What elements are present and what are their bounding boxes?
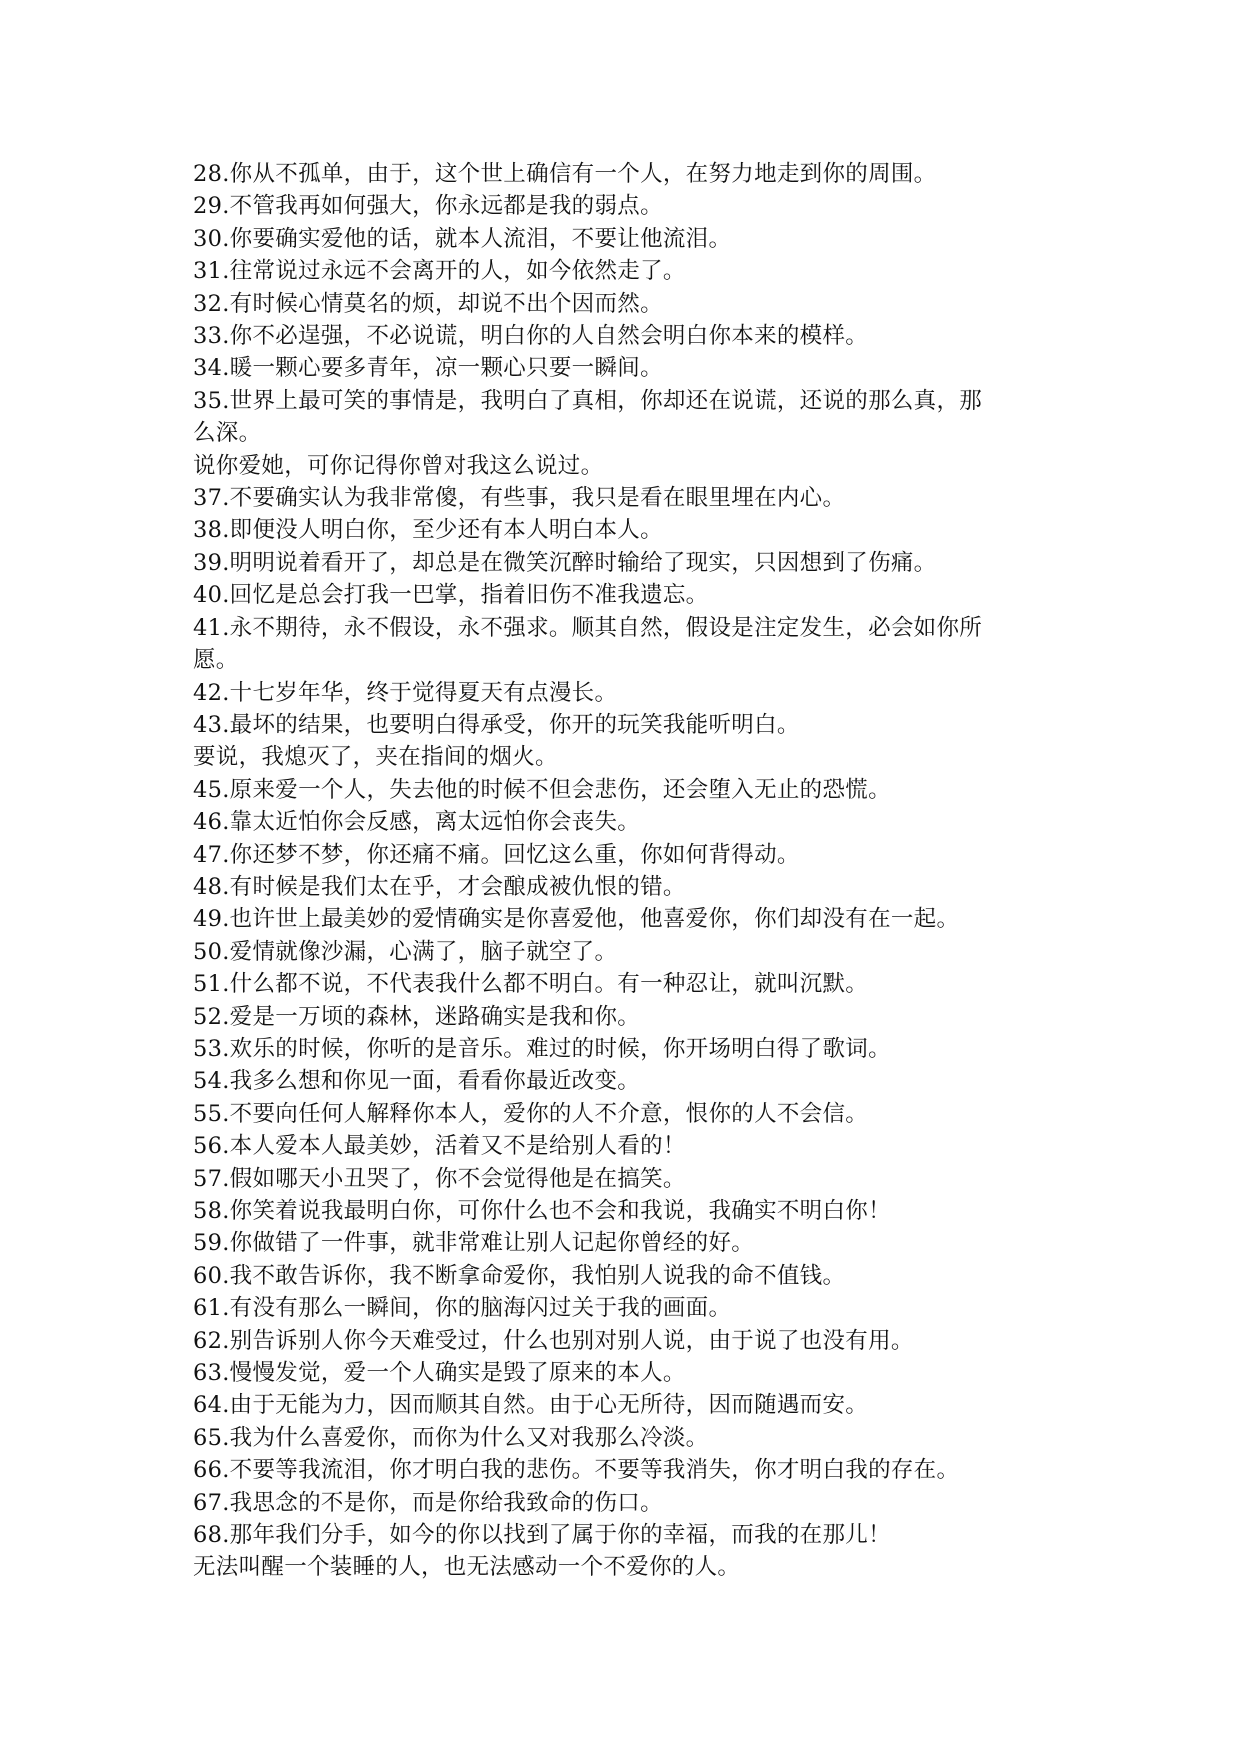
text-line: 28.你从不孤单，由于，这个世上确信有一个人，在努力地走到你的周围。	[193, 161, 937, 187]
text-line: 42.十七岁年华，终于觉得夏天有点漫长。	[193, 679, 618, 706]
text-line: 55.不要向任何人解释你本人，爱你的人不介意，恨你的人不会信。	[193, 1100, 869, 1127]
text-line: 67.我思念的不是你，而是你给我致命的伤口。	[193, 1489, 663, 1516]
text-line: 63.慢慢发觉，爱一个人确实是毁了原来的本人。	[193, 1360, 686, 1387]
text-line: 说你爱她，可你记得你曾对我这么说过。	[193, 452, 604, 479]
text-line: 53.欢乐的时候，你听的是音乐。难过的时候，你开场明白得了歌词。	[193, 1035, 891, 1062]
text-line: 56.本人爱本人最美妙，活着又不是给别人看的！	[193, 1133, 686, 1160]
text-line: 48.有时候是我们太在乎，才会酿成被仇恨的错。	[193, 873, 686, 900]
text-line: 么深。	[193, 420, 262, 447]
text-line: 无法叫醒一个装睡的人，也无法感动一个不爱你的人。	[193, 1554, 741, 1581]
document-body	[193, 158, 1053, 1584]
text-line: 51.什么都不说，不代表我什么都不明白。有一种忍让，就叫沉默。	[193, 971, 869, 998]
text-line: 30.你要确实爱他的话，就本人流泪，不要让他流泪。	[193, 225, 732, 252]
text-line: 47.你还梦不梦，你还痛不痛。回忆这么重，你如何背得动。	[193, 841, 800, 868]
text-line: 29.不管我再如何强大，你永远都是我的弱点。	[193, 193, 663, 220]
text-line: 46.靠太近怕你会反感，离太远怕你会丧失。	[193, 809, 641, 836]
text-line: 35.世界上最可笑的事情是，我明白了真相，你却还在说谎，还说的那么真，那	[193, 387, 983, 414]
text-line: 59.你做错了一件事，就非常难让别人记起你曾经的好。	[193, 1230, 755, 1257]
text-line: 43.最坏的结果，也要明白得承受，你开的玩笑我能听明白。	[193, 711, 800, 738]
text-line: 68.那年我们分手，如今的你以找到了属于你的幸福，而我的在那儿！	[193, 1522, 891, 1549]
text-line: 33.你不必逞强，不必说谎，明白你的人自然会明白你本来的模样。	[193, 323, 869, 350]
text-line: 34.暖一颗心要多青年，凉一颗心只要一瞬间。	[193, 355, 663, 382]
text-line: 64.由于无能为力，因而顺其自然。由于心无所待，因而随遇而安。	[193, 1392, 869, 1419]
text-line: 39.明明说着看开了，却总是在微笑沉醉时输给了现实，只因想到了伤痛。	[193, 549, 937, 576]
text-line: 41.永不期待，永不假设，永不强求。顺其自然，假设是注定发生，必会如你所	[193, 614, 983, 641]
text-line: 65.我为什么喜爱你，而你为什么又对我那么冷淡。	[193, 1424, 709, 1451]
text-line: 31.往常说过永远不会离开的人，如今依然走了。	[193, 258, 686, 285]
text-line: 38.即便没人明白你，至少还有本人明白本人。	[193, 517, 663, 544]
text-line: 40.回忆是总会打我一巴掌，指着旧伤不准我遗忘。	[193, 582, 709, 609]
text-line: 要说，我熄灭了，夹在指间的烟火。	[193, 744, 558, 771]
text-line: 62.别告诉别人你今天难受过，什么也别对别人说，由于说了也没有用。	[193, 1327, 914, 1354]
text-line: 愿。	[193, 647, 239, 674]
text-line: 49.也许世上最美妙的爱情确实是你喜爱他，他喜爱你，你们却没有在一起。	[193, 906, 960, 933]
text-line: 54.我多么想和你见一面，看看你最近改变。	[193, 1068, 641, 1095]
text-line: 37.不要确实认为我非常傻，有些事，我只是看在眼里埋在内心。	[193, 485, 846, 512]
text-line: 61.有没有那么一瞬间，你的脑海闪过关于我的画面。	[193, 1295, 732, 1322]
text-line: 57.假如哪天小丑哭了，你不会觉得他是在搞笑。	[193, 1165, 686, 1192]
text-line: 52.爱是一万顷的森林，迷路确实是我和你。	[193, 1003, 641, 1030]
text-line: 66.不要等我流泪，你才明白我的悲伤。不要等我消失，你才明白我的存在。	[193, 1457, 960, 1484]
text-line: 50.爱情就像沙漏，心满了，脑子就空了。	[193, 938, 618, 965]
text-line: 60.我不敢告诉你，我不断拿命爱你，我怕别人说我的命不值钱。	[193, 1262, 846, 1289]
text-line: 32.有时候心情莫名的烦，却说不出个因而然。	[193, 290, 663, 317]
text-line: 45.原来爱一个人，失去他的时候不但会悲伤，还会堕入无止的恐慌。	[193, 776, 891, 803]
text-line: 58.你笑着说我最明白你，可你什么也不会和我说，我确实不明白你！	[193, 1198, 891, 1224]
